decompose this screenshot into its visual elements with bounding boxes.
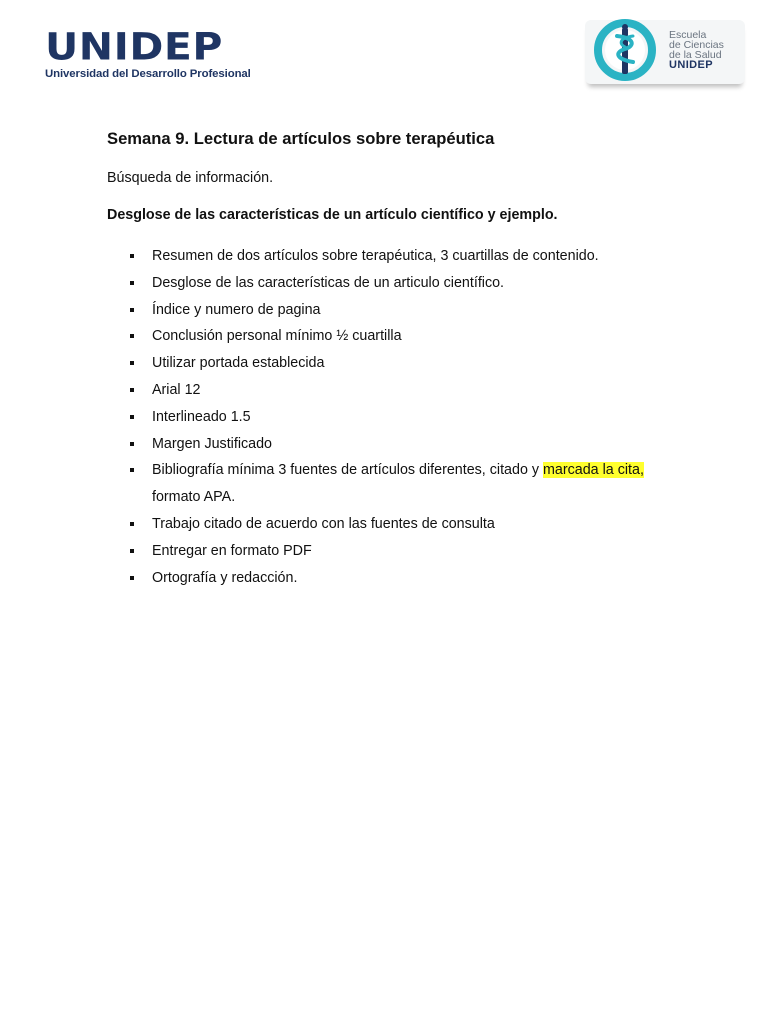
list-item-text: Desglose de las características de un articulo científico.	[152, 274, 505, 291]
list-item-bibliography	[107, 457, 707, 511]
requirements-list	[107, 243, 707, 591]
list-item-text: Índice y numero de pagina	[152, 301, 321, 318]
bullet-square-icon	[130, 254, 134, 258]
school-of-health-logo	[583, 14, 747, 92]
list-item	[107, 270, 707, 297]
bullet-square-icon	[130, 522, 134, 526]
school-name-line2: de Ciencias	[669, 39, 724, 51]
list-item	[107, 511, 707, 538]
bullet-square-icon	[130, 576, 134, 580]
bullet-square-icon	[130, 388, 134, 392]
list-item	[107, 538, 707, 565]
page-title: Semana 9. Lectura de artículos sobre terapéutica	[107, 129, 495, 148]
list-item	[107, 323, 707, 350]
school-name-line3: de la Salud	[669, 49, 722, 61]
highlighted-text: marcada la cita,	[543, 462, 644, 479]
list-item	[107, 297, 707, 324]
list-item	[107, 404, 707, 431]
list-item	[107, 431, 707, 458]
list-item	[107, 243, 707, 270]
unidep-wordmark: UNIDEP	[45, 24, 223, 69]
document-body	[107, 128, 707, 591]
list-item-text: Arial 12	[152, 381, 201, 398]
list-item	[107, 350, 707, 377]
list-item	[107, 565, 707, 592]
school-name-line1: Escuela	[669, 29, 707, 41]
bullet-square-icon	[130, 442, 134, 446]
list-item-text: Resumen de dos artículos sobre terapéutica, 3 cuartillas de contenido.	[152, 248, 599, 264]
unidep-tagline: Universidad del Desarrollo Profesional	[45, 68, 251, 80]
bullet-square-icon	[130, 415, 134, 419]
bullet-square-icon	[130, 361, 134, 365]
list-item-text: Margen Justificado	[152, 435, 272, 452]
school-brand: UNIDEP	[669, 59, 713, 71]
unidep-logo	[45, 24, 251, 84]
list-item-text: Conclusión personal mínimo ½ cuartilla	[152, 328, 402, 345]
bullet-square-icon	[130, 468, 134, 472]
list-item-text: Trabajo citado de acuerdo con las fuentes de consulta	[152, 515, 495, 532]
list-item-text-continued: formato APA.	[152, 489, 236, 506]
bullet-square-icon	[130, 308, 134, 312]
bullet-square-icon	[130, 549, 134, 553]
medical-caduceus-icon	[591, 16, 663, 88]
intro-text: Búsqueda de información.	[107, 170, 274, 186]
bullet-square-icon	[130, 334, 134, 338]
school-name	[669, 30, 724, 70]
bullet-square-icon	[130, 281, 134, 285]
list-item	[107, 377, 707, 404]
section-subtitle: Desglose de las características de un artículo científico y ejemplo.	[107, 207, 558, 223]
list-item-text: Bibliografía mínima 3 fuentes de artículos diferentes, citado y	[152, 462, 543, 479]
list-item-text: Interlineado 1.5	[152, 408, 251, 425]
list-item-text: Utilizar portada establecida	[152, 355, 325, 372]
list-item-text: Ortografía y redacción.	[152, 569, 298, 586]
list-item-text: Entregar en formato PDF	[152, 542, 312, 559]
